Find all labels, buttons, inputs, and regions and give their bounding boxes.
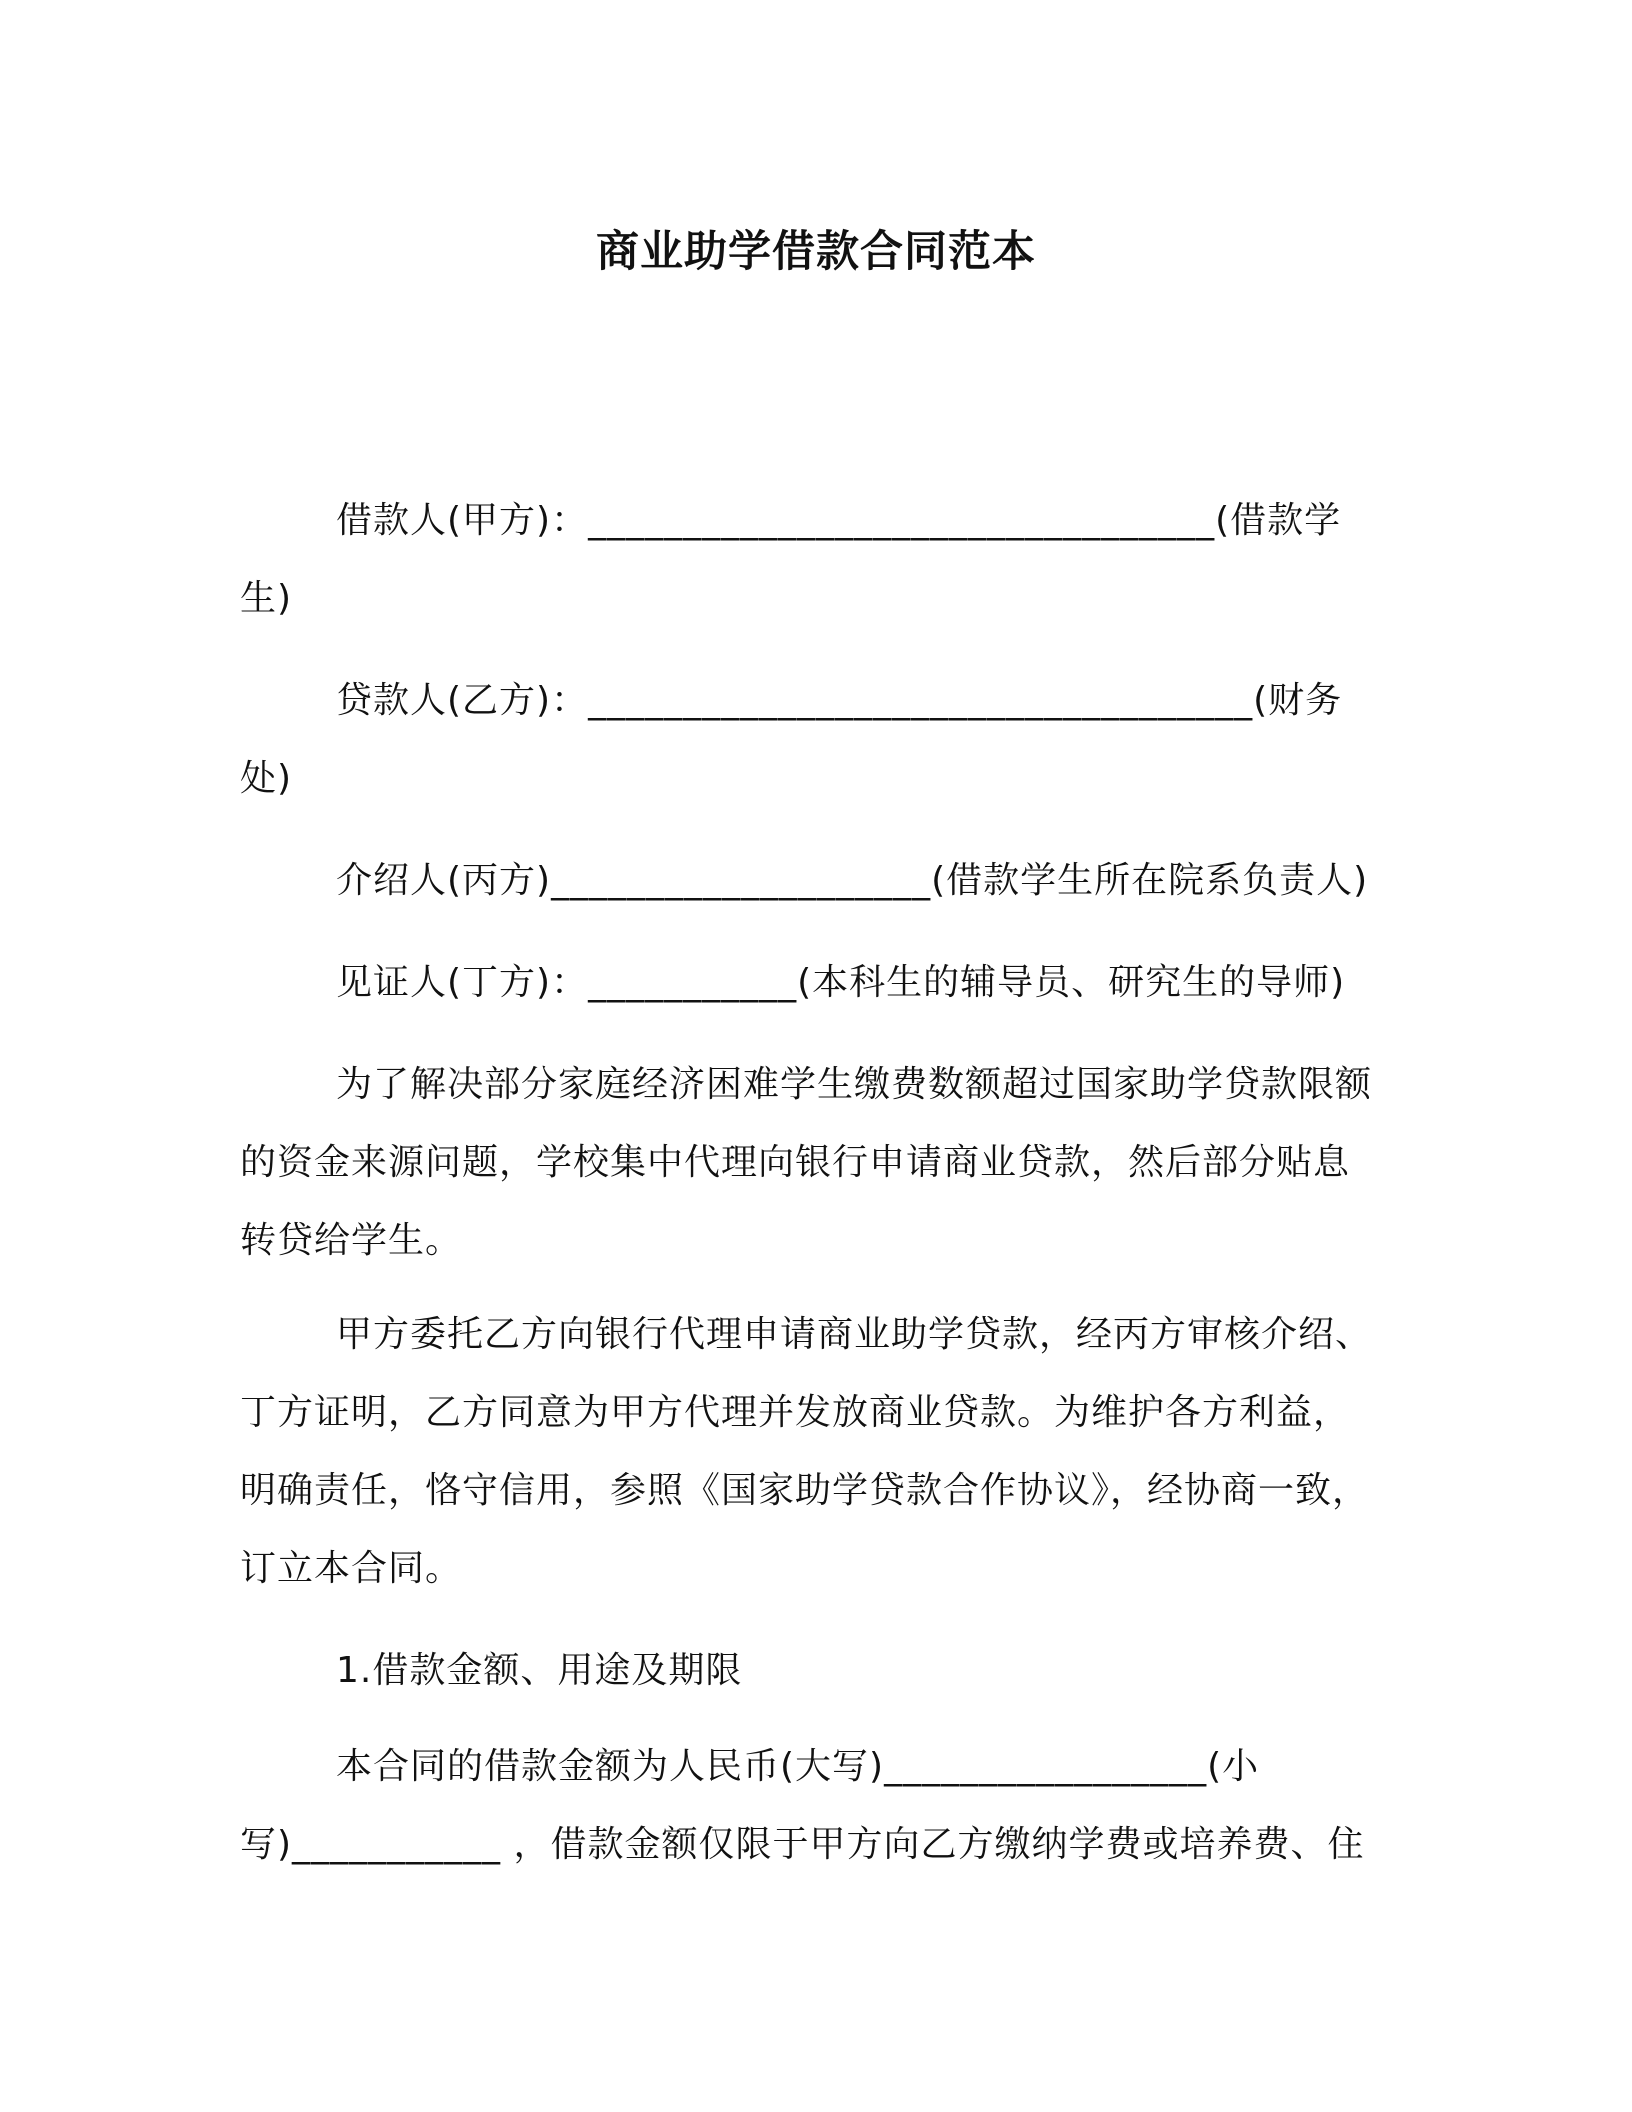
page-title: 商业助学借款合同范本 [596, 227, 1036, 277]
borrower-line: 借款人(甲方)：_________________________________(借款学 [336, 500, 1342, 541]
section1-line1: 本合同的借款金额为人民币(大写)_________________(小 [336, 1746, 1260, 1787]
para1-line3: 转贷给学生。 [240, 1220, 463, 1261]
para2-line4: 订立本合同。 [240, 1548, 463, 1589]
para2-line1: 甲方委托乙方向银行代理申请商业助学贷款，经丙方审核介绍、 [336, 1314, 1373, 1355]
lender-line-cont: 处) [240, 758, 293, 799]
para2-line3: 明确责任，恪守信用，参照《国家助学贷款合作协议》，经协商一致， [240, 1470, 1370, 1511]
para2-line2: 丁方证明，乙方同意为甲方代理并发放商业贷款。为维护各方利益， [240, 1392, 1351, 1433]
introducer-line: 介绍人(丙方)____________________(借款学生所在院系负责人) [336, 860, 1369, 901]
para1-line1: 为了解决部分家庭经济困难学生缴费数额超过国家助学贷款限额 [336, 1064, 1373, 1105]
witness-line: 见证人(丁方)：___________(本科生的辅导员、研究生的导师) [336, 962, 1346, 1003]
lender-line: 贷款人(乙方)：___________________________________(财务 [336, 680, 1343, 721]
para1-line2: 的资金来源问题，学校集中代理向银行申请商业贷款，然后部分贴息 [240, 1142, 1351, 1183]
section1-heading: 1.借款金额、用途及期限 [336, 1650, 743, 1691]
borrower-line-cont: 生) [240, 578, 293, 619]
section1-line2: 写)___________ ，借款金额仅限于甲方向乙方缴纳学费或培养费、住 [240, 1824, 1365, 1865]
